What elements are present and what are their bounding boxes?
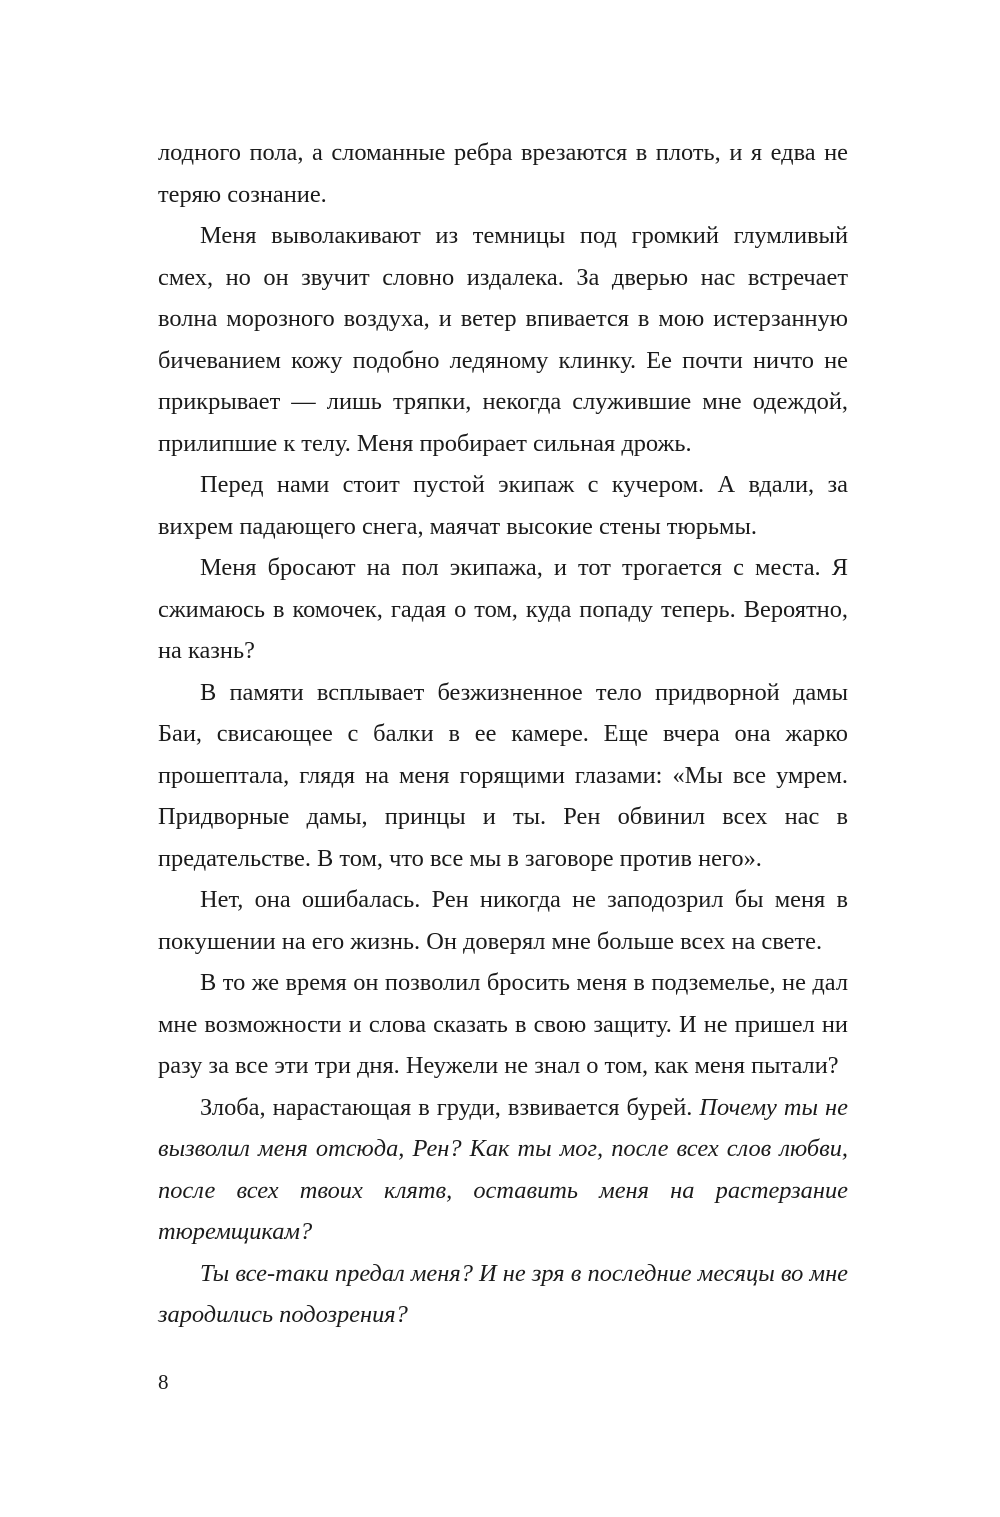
- paragraph: Нет, она ошибалась. Рен никогда не заподозрил бы меня в покушении на его жизнь. Он доверял мне больше всех на свете.: [158, 886, 848, 955]
- page-number: 8: [158, 1370, 169, 1394]
- body-text: [158, 132, 848, 1336]
- paragraph-continued: лодного пола, а сломанные ребра врезаются в плоть, и я едва не теряю сознание.: [158, 139, 848, 208]
- paragraph: В то же время он позволил бросить меня в подземелье, не дал мне возможности и слова сказать в свою защиту. И не пришел ни разу за все эти три дня. Неужели не знал о том, как меня пытали?: [158, 969, 848, 1079]
- paragraph: Меня выволакивают из темницы под громкий глумливый смех, но он звучит словно издалека. За дверью нас встречает волна морозного воздуха, и ветер впивается в мою истерзанную бичеванием кожу подобно ледяному клинку. Ее почти ничто не прикрывает — лишь тряпки, некогда служившие мне одеждой, прилипшие к телу. Меня пробирает сильная дрожь.: [158, 222, 848, 457]
- paragraph: В памяти всплывает безжизненное тело придворной дамы Баи, свисающее с балки в ее камере. Еще вчера она жарко прошептала, глядя на меня горящими глазами: «Мы все умрем. Придворные дамы, принцы и ты. Рен обвинил всех нас в предательстве. В том, что все мы в заговоре против него».: [158, 678, 848, 872]
- paragraph-lead-roman: Злоба, нарастающая в груди, взвивается бурей.: [200, 1093, 700, 1121]
- paragraph: Перед нами стоит пустой экипаж с кучером. А вдали, за вихрем падающего снега, маячат высокие стены тюрьмы.: [158, 471, 848, 540]
- paragraph-italic: Ты все-таки предал меня? И не зря в последние месяцы во мне зародились подозрения?: [158, 1259, 848, 1328]
- paragraph-mixed-emphasis: [158, 1087, 848, 1253]
- paragraph-tail-italic: Почему ты не вызволил меня отсюда, Рен? Как ты мог, после всех слов любви, после всех твоих клятв, оставить меня на растерзание тюремщикам?: [158, 1093, 848, 1245]
- paragraph: Меня бросают на пол экипажа, и тот трогается с места. Я сжимаюсь в комочек, гадая о том, куда попаду теперь. Вероятно, на казнь?: [158, 554, 848, 664]
